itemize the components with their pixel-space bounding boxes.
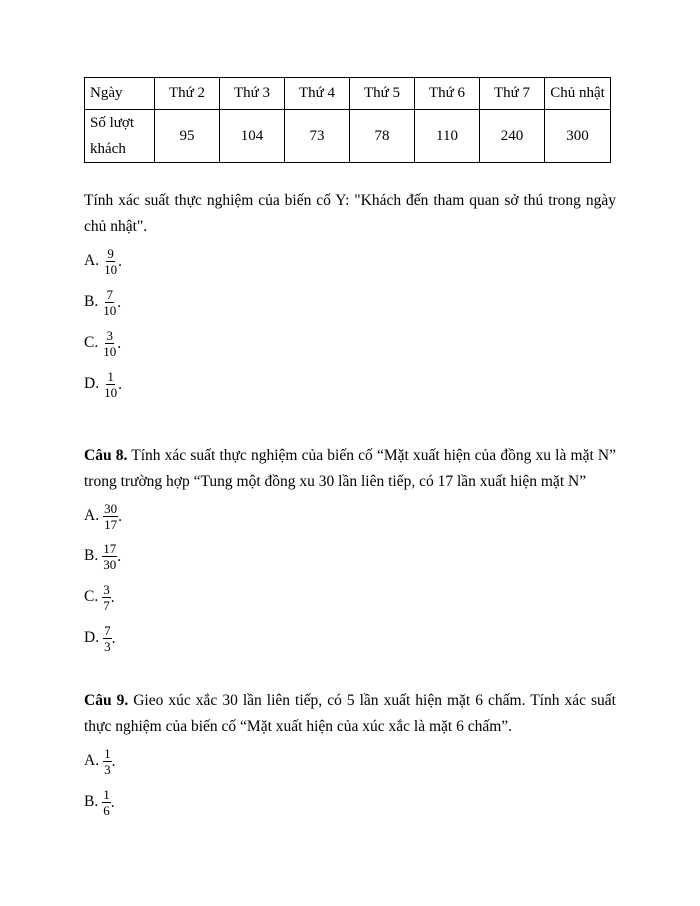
question-7-text: Tính xác suất thực nghiệm của biến cố Y: "Khách đến tham quan sở thú trong ngày chủ nhật". xyxy=(84,192,616,235)
period: . xyxy=(118,376,122,393)
denominator: 10 xyxy=(104,261,118,277)
table-header-cell: Thứ 6 xyxy=(415,78,480,110)
table-cell: 110 xyxy=(415,110,480,163)
numerator: 9 xyxy=(107,245,114,261)
question-8-text xyxy=(84,443,616,495)
row-label-cell xyxy=(85,110,155,163)
option-letter: D. xyxy=(84,629,100,646)
row-label-line: khách xyxy=(90,141,126,157)
period: . xyxy=(110,589,115,606)
denominator: 3 xyxy=(104,761,111,777)
visitor-table xyxy=(84,77,611,163)
option-letter: B. xyxy=(84,547,99,564)
numerator: 30 xyxy=(104,500,118,516)
table-header-cell: Thứ 3 xyxy=(220,78,285,110)
numerator: 1 xyxy=(104,745,111,761)
table-cell: 104 xyxy=(220,110,285,163)
period: . xyxy=(110,794,115,811)
question-8-body: Tính xác suất thực nghiệm của biến cố “Mặt xuất hiện của đồng xu là mặt N” trong trường hợp “Tung một đồng xu 30 lần liên tiếp, có 17 lần xuất hiện mặt N” xyxy=(84,447,616,490)
numerator: 1 xyxy=(103,786,110,802)
numerator: 1 xyxy=(107,368,114,384)
period: . xyxy=(117,335,122,352)
q7-option-b xyxy=(84,284,121,320)
q7-option-a xyxy=(84,243,122,279)
table-header-cell: Ngày xyxy=(85,78,155,110)
denominator: 3 xyxy=(104,638,111,654)
fraction xyxy=(102,329,117,358)
numerator: 7 xyxy=(106,286,113,302)
option-letter: A. xyxy=(84,507,100,524)
option-letter: B. xyxy=(84,293,99,310)
q8-option-a xyxy=(84,498,122,534)
denominator: 17 xyxy=(104,516,118,532)
fraction xyxy=(103,370,118,399)
period: . xyxy=(111,630,116,647)
period: . xyxy=(117,548,122,565)
fraction xyxy=(102,542,117,571)
q7-option-d xyxy=(84,366,122,402)
table-cell: 300 xyxy=(545,110,611,163)
q9-option-b xyxy=(84,784,115,820)
q8-option-c xyxy=(84,579,115,615)
numerator: 3 xyxy=(103,581,110,597)
table-header-cell: Thứ 4 xyxy=(285,78,350,110)
question-9-label: Câu 9. xyxy=(84,692,129,709)
denominator: 10 xyxy=(104,384,118,400)
fraction xyxy=(103,502,118,531)
fraction xyxy=(102,583,111,612)
table-cell: 95 xyxy=(155,110,220,163)
question-8-label: Câu 8. xyxy=(84,447,128,464)
numerator: 7 xyxy=(104,622,111,638)
denominator: 6 xyxy=(103,802,110,818)
q8-option-d xyxy=(84,620,115,656)
table-header-row xyxy=(85,78,611,110)
numerator: 17 xyxy=(103,540,117,556)
period: . xyxy=(118,253,122,270)
denominator: 7 xyxy=(103,597,110,613)
table-cell: 78 xyxy=(350,110,415,163)
fraction xyxy=(103,747,112,776)
q9-option-a xyxy=(84,743,115,779)
table-header-cell: Thứ 7 xyxy=(480,78,545,110)
period: . xyxy=(118,508,122,525)
denominator: 10 xyxy=(103,343,117,359)
question-9-body: Gieo xúc xắc 30 lần liên tiếp, có 5 lần xuất hiện mặt 6 chấm. Tính xác suất thực nghiệm của biến cố “Mặt xuất hiện của xúc xắc là mặt 6 chấm”. xyxy=(84,692,616,735)
table-cell: 73 xyxy=(285,110,350,163)
denominator: 10 xyxy=(103,302,117,318)
table-row xyxy=(85,110,611,163)
option-letter: D. xyxy=(84,375,100,392)
numerator: 3 xyxy=(106,327,113,343)
fraction xyxy=(102,788,111,817)
table-header-cell: Thứ 2 xyxy=(155,78,220,110)
q8-option-b xyxy=(84,538,121,574)
period: . xyxy=(117,294,122,311)
fraction xyxy=(102,288,117,317)
option-letter: A. xyxy=(84,752,100,769)
option-letter: B. xyxy=(84,793,99,810)
fraction xyxy=(103,624,112,653)
option-letter: A. xyxy=(84,252,100,269)
period: . xyxy=(111,753,116,770)
table-cell: 240 xyxy=(480,110,545,163)
table-header-cell: Chủ nhật xyxy=(545,78,611,110)
option-letter: C. xyxy=(84,334,99,351)
question-9-text xyxy=(84,688,616,740)
option-letter: C. xyxy=(84,588,99,605)
row-label-line: Số lượt xyxy=(90,115,134,131)
fraction xyxy=(103,247,118,276)
denominator: 30 xyxy=(103,556,117,572)
q7-option-c xyxy=(84,325,121,361)
table-header-cell: Thứ 5 xyxy=(350,78,415,110)
